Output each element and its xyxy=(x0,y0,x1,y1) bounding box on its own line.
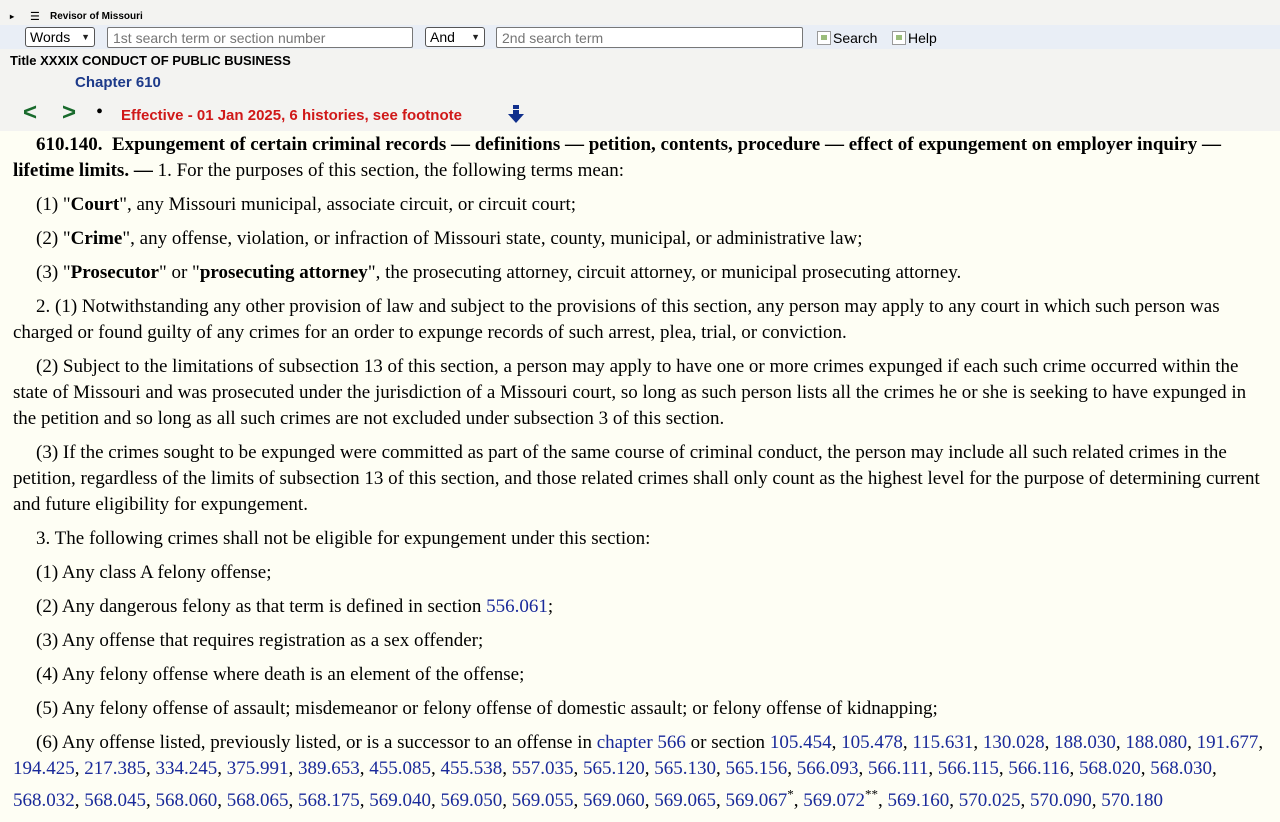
section-link[interactable]: 569.060 xyxy=(583,790,645,812)
section-link-list: 105.454, 105.478, 115.631, 130.028, 188.030, 188.080, 191.677, 194.425, 217.385, 334.245, 375.991, 389.653, 455.085, 455.538, 557.035, 565.120, 565.130, 565.156, 566.093, 566.111, 566.115, 566.116, 568.020, 568.030, 568.032, 568.045, 568.060, 568.065, 568.175, 569.040, 569.050, 569.055, 569.060, 569.065, 569.067*, 569.072**, 569.160, 570.025, 570.090, 570.180 xyxy=(13,732,1264,812)
section-link[interactable]: 570.180 xyxy=(1101,790,1163,812)
section-link[interactable]: 568.060 xyxy=(155,790,218,812)
search-button-label: Search xyxy=(833,30,878,46)
subsection-3: 3. The following crimes shall not be eligible for expungement under this section: xyxy=(36,528,651,549)
section-link[interactable]: 191.677 xyxy=(1196,732,1259,753)
bullet-icon: • xyxy=(96,101,104,123)
section-link[interactable]: 569.050 xyxy=(440,790,503,812)
app-header xyxy=(10,9,143,23)
section-link[interactable]: 566.111 xyxy=(868,758,929,779)
app-title: Revisor of Missouri xyxy=(50,10,143,22)
section-number: 610.140. xyxy=(36,134,103,155)
search-mode-value: Words xyxy=(30,29,71,45)
expand-icon[interactable]: ▸ xyxy=(10,11,15,21)
def-prefix: (1) " xyxy=(36,194,71,215)
statute-text xyxy=(13,132,1267,822)
operator-value: And xyxy=(430,29,455,45)
footnote-mark: * xyxy=(787,787,794,802)
section-link[interactable]: 115.631 xyxy=(912,732,974,753)
search-button[interactable] xyxy=(817,30,877,46)
section-link[interactable]: 568.030 xyxy=(1150,758,1212,779)
footnote-mark: ** xyxy=(865,787,878,802)
section-link[interactable]: 569.065 xyxy=(654,790,716,812)
help-button[interactable] xyxy=(892,30,937,46)
section-link[interactable]: 565.130 xyxy=(654,758,716,779)
def-term: Court xyxy=(70,194,120,215)
def-text: ", the prosecuting attorney, circuit attorney, or municipal prosecuting attorney. xyxy=(367,262,962,283)
arrow-down-icon[interactable] xyxy=(508,105,524,123)
chevron-down-icon: ▼ xyxy=(81,32,90,42)
chapter-link-566[interactable]: chapter 566 xyxy=(596,732,686,753)
title-breadcrumb[interactable]: Title XXXIX CONDUCT OF PUBLIC BUSINESS xyxy=(10,53,291,68)
exclusion-item-3: (3) Any offense that requires registration as a sex offender; xyxy=(36,630,484,651)
def-mid: " or " xyxy=(158,262,200,283)
subsection-2-2: (2) Subject to the limitations of subsection 13 of this section, a person may apply to have one or more crimes expunged if each such crime occurred within the state of Missouri and was prosecuted under the jurisdiction of a Missouri court, so long as such person lists all the crimes he or she is seeking to have expunged in the petition and so long as all such crimes are not excluded under subsection 3 of this section. xyxy=(13,356,1247,429)
section-link[interactable]: 570.090 xyxy=(1030,790,1092,812)
exclusion-item-5: (5) Any felony offense of assault; misdemeanor or felony offense of domestic assault; or felony offense of kidnapping; xyxy=(36,698,938,719)
help-button-label: Help xyxy=(908,30,937,46)
section-link[interactable]: 455.538 xyxy=(440,758,503,779)
section-link[interactable]: 455.085 xyxy=(369,758,431,779)
section-link[interactable]: 105.454 xyxy=(769,732,832,753)
exclusion-item-6 xyxy=(13,730,1267,814)
exclusion-item-1: (1) Any class A felony offense; xyxy=(36,562,272,583)
broken-image-icon xyxy=(817,31,831,45)
section-link[interactable]: 217.385 xyxy=(84,758,146,779)
section-link[interactable]: 188.080 xyxy=(1125,732,1188,753)
section-link[interactable]: 569.067 xyxy=(725,790,788,812)
definition-prosecutor xyxy=(13,260,1267,286)
def-term: Crime xyxy=(70,228,123,249)
item-text: ; xyxy=(547,596,554,617)
section-link[interactable]: 105.478 xyxy=(841,732,903,753)
section-heading-paragraph xyxy=(13,132,1267,184)
definition-court xyxy=(13,192,1267,218)
definition-crime xyxy=(13,226,1267,252)
section-link[interactable]: 188.030 xyxy=(1054,732,1116,753)
section-link[interactable]: 569.072 xyxy=(803,790,865,812)
section-link[interactable]: 570.025 xyxy=(958,790,1021,812)
term2-input[interactable]: 2nd search term xyxy=(496,27,803,48)
section-link[interactable]: 375.991 xyxy=(226,758,289,779)
section-link[interactable]: 130.028 xyxy=(982,732,1045,753)
section-link[interactable]: 569.040 xyxy=(369,790,431,812)
exclusion-item-2 xyxy=(13,594,1267,620)
section-link[interactable]: 194.425 xyxy=(13,758,75,779)
next-section-button[interactable]: > xyxy=(62,99,77,126)
def-text: ", any Missouri municipal, associate circuit, or circuit court; xyxy=(119,194,577,215)
section-link[interactable]: 389.653 xyxy=(298,758,360,779)
section-link[interactable]: 568.065 xyxy=(226,790,289,812)
section-link[interactable]: 569.160 xyxy=(887,790,950,812)
section-link[interactable]: 568.020 xyxy=(1078,758,1141,779)
section-link[interactable]: 568.175 xyxy=(298,790,360,812)
term1-input[interactable]: 1st search term or section number xyxy=(107,27,413,48)
item-text: or section xyxy=(685,732,770,753)
menu-icon[interactable]: ☰ xyxy=(30,10,40,23)
search-mode-select[interactable] xyxy=(25,27,95,47)
section-link[interactable]: 568.032 xyxy=(13,790,75,812)
section-link[interactable]: 568.045 xyxy=(84,790,146,812)
section-link[interactable]: 556.061 xyxy=(486,596,548,617)
item-text: (2) Any dangerous felony as that term is defined in section xyxy=(36,596,487,617)
section-link[interactable]: 565.156 xyxy=(725,758,788,779)
section-link[interactable]: 566.115 xyxy=(937,758,999,779)
section-link[interactable]: 566.093 xyxy=(796,758,859,779)
effective-date-link[interactable]: Effective - 01 Jan 2025, 6 histories, see footnote xyxy=(121,107,462,124)
def-term: prosecuting attorney xyxy=(199,262,368,283)
chevron-down-icon: ▼ xyxy=(471,32,480,42)
section-lead: 1. For the purposes of this section, the following terms mean: xyxy=(152,160,625,181)
def-term: Prosecutor xyxy=(70,262,159,283)
section-link[interactable]: 557.035 xyxy=(511,758,574,779)
section-link[interactable]: 565.120 xyxy=(583,758,645,779)
prev-section-button[interactable]: < xyxy=(23,99,38,126)
def-prefix: (3) " xyxy=(36,262,71,283)
section-link[interactable]: 566.116 xyxy=(1008,758,1070,779)
operator-select[interactable] xyxy=(425,27,485,47)
subsection-2-1: 2. (1) Notwithstanding any other provision of law and subject to the provisions of this section, any person may apply to any court in which such person was charged or found guilty of any crimes for an order to expunge records of such arrest, plea, trial, or conviction. xyxy=(13,296,1220,343)
item-text: (6) Any offense listed, previously listed, or is a successor to an offense in xyxy=(36,732,597,753)
def-text: ", any offense, violation, or infraction of Missouri state, county, municipal, or administrative law; xyxy=(122,228,863,249)
exclusion-item-4: (4) Any felony offense where death is an element of the offense; xyxy=(36,664,525,685)
subsection-2-3: (3) If the crimes sought to be expunged were committed as part of the same course of criminal conduct, the person may include all such related crimes in the petition, regardless of the limits of subsection 13 of this section, and those related crimes shall only count as the highest level for the purpose of determining current and future eligibility for expungement. xyxy=(13,442,1260,515)
section-heading: Expungement of certain criminal records — definitions — petition, contents, procedure — effect of expungement on employer inquiry — lifetime limits. — xyxy=(13,134,1221,181)
section-link[interactable]: 334.245 xyxy=(155,758,218,779)
chapter-link[interactable]: Chapter 610 xyxy=(75,74,161,91)
broken-image-icon xyxy=(892,31,906,45)
section-link[interactable]: 569.055 xyxy=(511,790,574,812)
def-prefix: (2) " xyxy=(36,228,71,249)
